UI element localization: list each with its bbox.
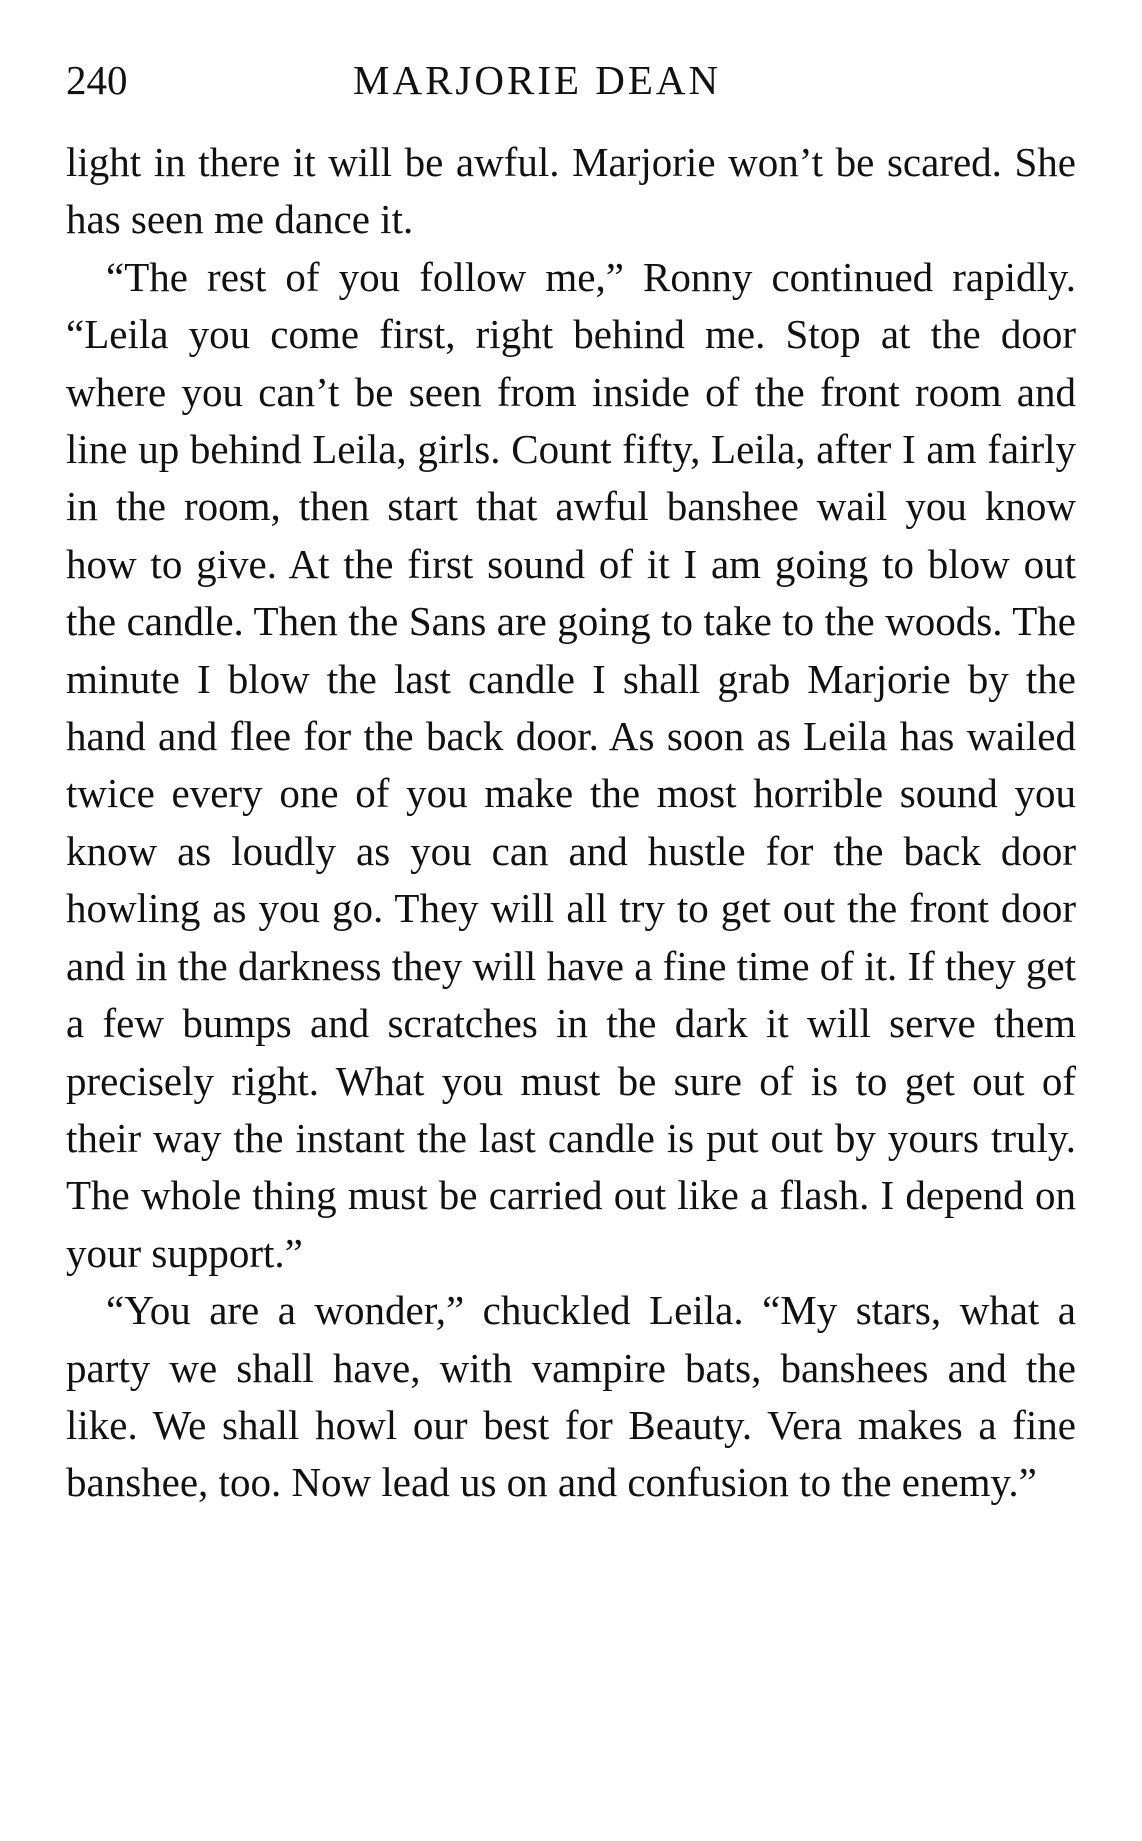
paragraph: “You are a wonder,” chuckled Leila. “My stars, what a party we shall have, with vampire bats, banshees and the like. We shall howl our best for Beauty. Vera makes a fine banshee, too. Now lead us on and confusion to the enemy.” bbox=[66, 1287, 1076, 1506]
book-page bbox=[66, 48, 1076, 1512]
running-head bbox=[66, 48, 1076, 112]
page-number: 240 bbox=[66, 57, 128, 103]
running-title: MARJORIE DEAN bbox=[353, 57, 722, 103]
paragraph-continued: light in there it will be awful. Marjorie won’t be scared. She has seen me dance it. bbox=[66, 139, 1076, 243]
paragraph: “The rest of you follow me,” Ronny continued rapidly. “Leila you come first, right behind me. Stop at the door where you can’t be seen from inside of the front room and line up behind Leila, girls. Count fifty, Leila, after I am fairly in the room, then start that awful banshee wail you know how to give. At the first sound of it I am going to blow out the candle. Then the Sans are going to take to the woods. The minute I blow the last candle I shall grab Marjorie by the hand and flee for the back door. As soon as Leila has wailed twice every one of you make the most horrible sound you know as loudly as you can and hustle for the back door howling as you go. They will all try to get out the front door and in the darkness they will have a fine time of it. If they get a few bumps and scratches in the dark it will serve them precisely right. What you must be sure of is to get out of their way the instant the last candle is put out by yours truly. The whole thing must be carried out like a flash. I depend on your support.” bbox=[66, 253, 1076, 1276]
text-body bbox=[66, 134, 1076, 1512]
